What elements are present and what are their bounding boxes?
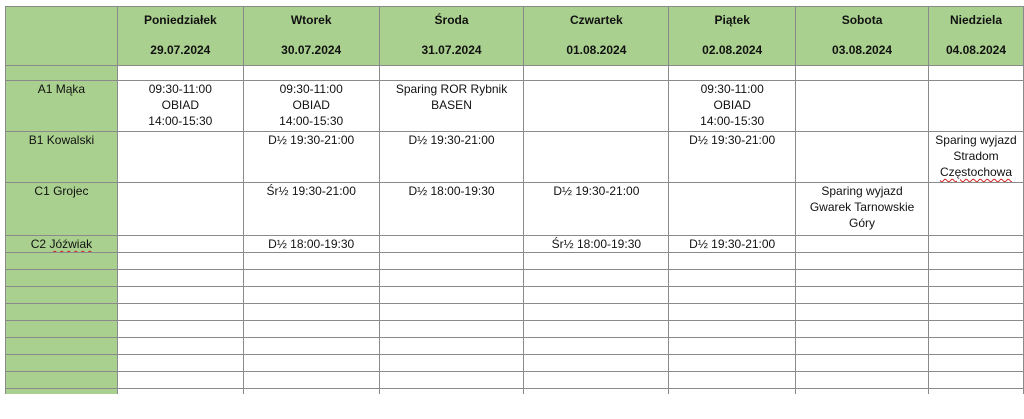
cell[interactable] bbox=[928, 253, 1023, 270]
cell[interactable] bbox=[928, 270, 1023, 287]
schedule-cell-saturday[interactable] bbox=[796, 183, 929, 236]
cell[interactable] bbox=[796, 270, 929, 287]
cell[interactable] bbox=[243, 389, 379, 395]
cell[interactable] bbox=[379, 355, 524, 372]
empty-row bbox=[6, 338, 1024, 355]
cell[interactable] bbox=[796, 304, 929, 321]
schedule-cell-saturday[interactable] bbox=[796, 236, 929, 253]
cell[interactable] bbox=[117, 304, 243, 321]
group-cell[interactable] bbox=[6, 389, 118, 395]
cell[interactable] bbox=[796, 66, 929, 81]
cell[interactable] bbox=[243, 355, 379, 372]
cell[interactable] bbox=[117, 287, 243, 304]
schedule-cell-thursday[interactable] bbox=[524, 236, 669, 253]
schedule-cell-thursday[interactable] bbox=[524, 81, 669, 132]
group-cell[interactable] bbox=[6, 287, 118, 304]
day-date: 31.07.2024 bbox=[421, 43, 482, 57]
cell[interactable] bbox=[243, 338, 379, 355]
cell[interactable] bbox=[243, 304, 379, 321]
empty-row bbox=[6, 253, 1024, 270]
cell[interactable] bbox=[524, 321, 669, 338]
cell[interactable] bbox=[796, 355, 929, 372]
empty-row bbox=[6, 270, 1024, 287]
cell[interactable] bbox=[379, 66, 524, 81]
cell-text-line: OBIAD bbox=[161, 98, 199, 112]
day-name: Poniedziałek bbox=[143, 13, 217, 27]
schedule-cell-tuesday[interactable] bbox=[243, 81, 379, 132]
schedule-cell-monday[interactable] bbox=[117, 81, 243, 132]
schedule-cell-wednesday[interactable] bbox=[379, 236, 524, 253]
cell[interactable] bbox=[928, 338, 1023, 355]
group-rows bbox=[6, 81, 1024, 253]
day-date: 29.07.2024 bbox=[150, 43, 211, 57]
day-date: 01.08.2024 bbox=[566, 43, 627, 57]
schedule-cell-sunday[interactable] bbox=[928, 81, 1023, 132]
schedule-cell-friday[interactable] bbox=[669, 236, 796, 253]
cell[interactable] bbox=[796, 372, 929, 389]
header-cell-thursday[interactable] bbox=[524, 7, 669, 66]
cell[interactable] bbox=[379, 304, 524, 321]
cell-text-line: Śr½ 18:00-19:30 bbox=[551, 237, 642, 251]
cell[interactable] bbox=[669, 253, 796, 270]
cell[interactable] bbox=[928, 321, 1023, 338]
header-cell-sunday[interactable] bbox=[928, 7, 1023, 66]
cell[interactable] bbox=[524, 287, 669, 304]
table-row bbox=[6, 81, 1024, 132]
cell[interactable] bbox=[379, 253, 524, 270]
cell[interactable] bbox=[243, 372, 379, 389]
cell-text-line: D½ 18:00-19:30 bbox=[268, 237, 355, 251]
group-label: A1 Mąka bbox=[37, 82, 86, 96]
group-label: C1 Grojec bbox=[34, 184, 89, 198]
schedule-cell-sunday[interactable] bbox=[928, 183, 1023, 236]
cell[interactable] bbox=[669, 321, 796, 338]
corner-cell[interactable] bbox=[6, 7, 118, 66]
day-name: Piątek bbox=[714, 13, 750, 27]
cell-text-line: Gwarek Tarnowskie bbox=[809, 200, 915, 214]
day-name: Niedziela bbox=[949, 13, 1002, 27]
cell-text-line: Stradom bbox=[953, 149, 999, 163]
cell[interactable] bbox=[524, 304, 669, 321]
cell[interactable] bbox=[117, 372, 243, 389]
schedule-cell-friday[interactable] bbox=[669, 183, 796, 236]
cell[interactable] bbox=[796, 389, 929, 395]
empty-row bbox=[6, 355, 1024, 372]
cell[interactable] bbox=[524, 270, 669, 287]
schedule-cell-monday[interactable] bbox=[117, 132, 243, 183]
header-cell-friday[interactable] bbox=[669, 7, 796, 66]
day-name: Sobota bbox=[841, 13, 883, 27]
schedule-cell-wednesday[interactable] bbox=[379, 132, 524, 183]
day-name: Środa bbox=[434, 13, 469, 27]
schedule-cell-friday[interactable] bbox=[669, 132, 796, 183]
schedule-cell-sunday[interactable] bbox=[928, 236, 1023, 253]
cell[interactable] bbox=[669, 270, 796, 287]
group-cell[interactable] bbox=[6, 372, 118, 389]
cell[interactable] bbox=[796, 253, 929, 270]
cell-text-line: D½ 19:30-21:00 bbox=[408, 133, 495, 147]
cell-text-line: Sparing wyjazd bbox=[821, 184, 903, 198]
cell[interactable] bbox=[928, 304, 1023, 321]
group-label: B1 Kowalski bbox=[28, 133, 95, 147]
empty-row bbox=[6, 304, 1024, 321]
cell-text-line: 14:00-15:30 bbox=[279, 114, 344, 128]
empty-rows bbox=[6, 253, 1024, 395]
cell[interactable] bbox=[243, 66, 379, 81]
header-cell-wednesday[interactable] bbox=[379, 7, 524, 66]
day-date: 03.08.2024 bbox=[832, 43, 893, 57]
cell-text-line: D½ 19:30-21:00 bbox=[268, 133, 355, 147]
table-row bbox=[6, 132, 1024, 183]
schedule-table bbox=[5, 6, 1024, 394]
cell-text-line: D½ 19:30-21:00 bbox=[689, 133, 776, 147]
group-cell[interactable] bbox=[6, 236, 118, 253]
cell-text-line: D½ 18:00-19:30 bbox=[408, 184, 495, 198]
day-name: Wtorek bbox=[290, 13, 332, 27]
cell[interactable] bbox=[243, 321, 379, 338]
cell-text-line: 14:00-15:30 bbox=[700, 114, 765, 128]
cell[interactable] bbox=[117, 355, 243, 372]
cell[interactable] bbox=[928, 355, 1023, 372]
group-cell[interactable] bbox=[6, 270, 118, 287]
cell-text-line: OBIAD bbox=[292, 98, 330, 112]
cell[interactable] bbox=[524, 66, 669, 81]
schedule-cell-saturday[interactable] bbox=[796, 81, 929, 132]
schedule-cell-friday[interactable] bbox=[669, 81, 796, 132]
cell[interactable] bbox=[117, 66, 243, 81]
table-row bbox=[6, 236, 1024, 253]
cell[interactable] bbox=[379, 321, 524, 338]
schedule-cell-sunday[interactable] bbox=[928, 132, 1023, 183]
cell[interactable] bbox=[243, 270, 379, 287]
cell[interactable] bbox=[379, 338, 524, 355]
schedule-cell-monday[interactable] bbox=[117, 183, 243, 236]
cell[interactable] bbox=[796, 338, 929, 355]
group-cell[interactable] bbox=[6, 304, 118, 321]
cell-text-line: 09:30-11:00 bbox=[700, 82, 764, 96]
cell[interactable] bbox=[669, 304, 796, 321]
group-cell[interactable] bbox=[6, 183, 118, 236]
cell[interactable] bbox=[928, 287, 1023, 304]
cell[interactable] bbox=[796, 321, 929, 338]
schedule-cell-monday[interactable] bbox=[117, 236, 243, 253]
cell[interactable] bbox=[524, 389, 669, 395]
cell-text-line: 09:30-11:00 bbox=[279, 82, 343, 96]
schedule-cell-wednesday[interactable] bbox=[379, 81, 524, 132]
schedule-cell-thursday[interactable] bbox=[524, 132, 669, 183]
cell-text-line: Góry bbox=[849, 216, 876, 230]
cell-text-line: Sparing ROR Rybnik bbox=[395, 82, 508, 96]
cell[interactable] bbox=[379, 389, 524, 395]
cell-text-line: 09:30-11:00 bbox=[148, 82, 212, 96]
group-cell[interactable] bbox=[6, 81, 118, 132]
header-cell-saturday[interactable] bbox=[796, 7, 929, 66]
cell[interactable] bbox=[243, 287, 379, 304]
group-cell[interactable] bbox=[6, 132, 118, 183]
spacer-row bbox=[6, 66, 1024, 81]
cell[interactable] bbox=[379, 372, 524, 389]
cell[interactable] bbox=[117, 389, 243, 395]
cell[interactable] bbox=[928, 372, 1023, 389]
cell[interactable] bbox=[117, 321, 243, 338]
group-label: C2 Jóźwiak bbox=[30, 237, 93, 251]
cell[interactable] bbox=[796, 287, 929, 304]
day-date: 30.07.2024 bbox=[281, 43, 342, 57]
cell[interactable] bbox=[379, 270, 524, 287]
schedule-cell-thursday[interactable] bbox=[524, 183, 669, 236]
header-cell-tuesday[interactable] bbox=[243, 7, 379, 66]
day-date: 04.08.2024 bbox=[945, 43, 1007, 57]
cell[interactable] bbox=[669, 372, 796, 389]
cell[interactable] bbox=[117, 253, 243, 270]
cell[interactable] bbox=[928, 66, 1023, 81]
schedule-cell-tuesday[interactable] bbox=[243, 183, 379, 236]
cell[interactable] bbox=[669, 338, 796, 355]
header-row bbox=[6, 7, 1024, 66]
table-row bbox=[6, 183, 1024, 236]
empty-row bbox=[6, 321, 1024, 338]
cell[interactable] bbox=[669, 389, 796, 395]
cell[interactable] bbox=[524, 253, 669, 270]
cell[interactable] bbox=[524, 355, 669, 372]
schedule-cell-tuesday[interactable] bbox=[243, 132, 379, 183]
cell[interactable] bbox=[524, 338, 669, 355]
cell-text-line: BASEN bbox=[431, 98, 472, 112]
cell-text-line: D½ 19:30-21:00 bbox=[689, 237, 776, 251]
empty-row bbox=[6, 372, 1024, 389]
cell[interactable] bbox=[379, 287, 524, 304]
group-cell[interactable] bbox=[6, 321, 118, 338]
schedule-cell-tuesday[interactable] bbox=[243, 236, 379, 253]
cell[interactable] bbox=[928, 389, 1023, 395]
group-cell[interactable] bbox=[6, 253, 118, 270]
cell[interactable] bbox=[669, 355, 796, 372]
empty-row bbox=[6, 287, 1024, 304]
cell[interactable] bbox=[669, 66, 796, 81]
cell-text-line: Częstochowa bbox=[939, 165, 1013, 179]
group-cell[interactable] bbox=[6, 338, 118, 355]
cell-text-line: OBIAD bbox=[713, 98, 751, 112]
cell[interactable] bbox=[117, 338, 243, 355]
cell-text-line: Śr½ 19:30-21:00 bbox=[266, 184, 356, 198]
group-cell[interactable] bbox=[6, 66, 118, 81]
header-cell-monday[interactable] bbox=[117, 7, 243, 66]
cell[interactable] bbox=[117, 270, 243, 287]
cell-text-line: Sparing wyjazd bbox=[935, 133, 1017, 147]
day-date: 02.08.2024 bbox=[702, 43, 763, 57]
day-name: Czwartek bbox=[570, 13, 623, 27]
group-cell[interactable] bbox=[6, 355, 118, 372]
cell[interactable] bbox=[669, 287, 796, 304]
schedule-cell-saturday[interactable] bbox=[796, 132, 929, 183]
cell-text-line: 14:00-15:30 bbox=[148, 114, 213, 128]
empty-row bbox=[6, 389, 1024, 395]
cell[interactable] bbox=[524, 372, 669, 389]
schedule-cell-wednesday[interactable] bbox=[379, 183, 524, 236]
cell-text-line: D½ 19:30-21:00 bbox=[553, 184, 640, 198]
cell[interactable] bbox=[243, 253, 379, 270]
